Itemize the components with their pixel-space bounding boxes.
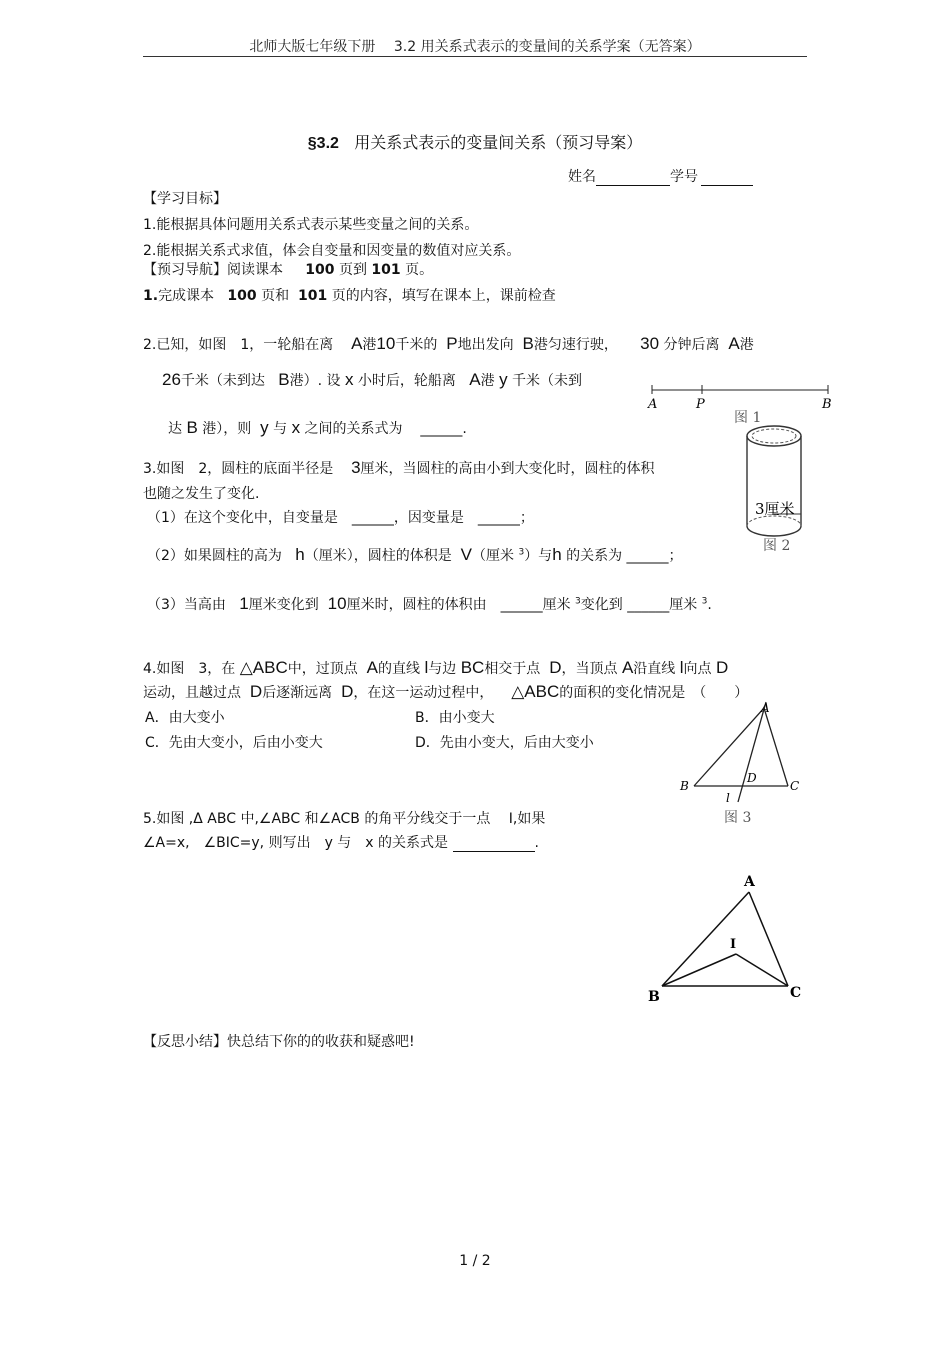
q5-line-2 [143,832,539,852]
q4-var: D [549,658,562,677]
q3-num: 3 [351,458,361,477]
q1-text-c: 页的内容，填写在课本上，课前检查 [331,288,556,304]
fig4-label-b: B [648,989,660,1005]
q4-text: 的直线 [378,661,420,677]
q3-text: 厘米，当圆柱的高由小到大变化时，圆柱的体积 [360,461,655,477]
number-blank[interactable] [701,171,753,186]
q5-line-1: 5.如图 ,Δ ABC 中,∠ABC 和∠ACB 的角平分线交于一点 I,如果 [143,811,546,827]
fig2-radius-label: 3厘米 [755,500,795,518]
q2-var-a: A [728,334,740,353]
q4-var: D [249,682,263,701]
q2-text: 2.已知，如图 1，一轮船在离 [143,337,334,353]
q4-text: 中，过顶点 [287,661,358,677]
q3-text: 厘米变化到 [248,597,319,613]
q4-text: ，当顶点 [561,661,618,677]
bisector-bi [662,954,736,986]
figure-4 [644,866,814,1006]
q4-line-1 [143,658,728,678]
goal-item-2: 2.能根据关系式求值，体会自变量和因变量的数值对应关系。 [143,243,521,259]
q4-option-d[interactable]: D．先由小变大，后由大变小 [415,735,594,751]
q2-text: 港 [480,373,495,389]
q4-text: ，在这一运动过程中， [353,685,494,701]
fig1-label-b: B [822,397,832,412]
name-blank[interactable] [596,171,670,186]
figure-2 [735,418,825,558]
fig4-label-a: A [744,874,755,890]
q4-text: 的面积的变化情况是 （ ） [559,685,749,701]
guide-mid: 页到 [338,262,367,278]
q2-text: 港），则 [202,421,252,437]
q5-text-end: . [534,835,539,851]
q3-exponent: 3 [701,596,708,607]
q4-line-2 [143,682,748,702]
q3-num: 1 [239,594,249,613]
q2-text: 港匀速行驶， [533,337,618,353]
fig3-label-l: l [726,791,730,805]
q2-var-x: x [291,418,301,437]
q4-text: 与边 [428,661,457,677]
q3-var-v: V [460,545,472,564]
line-l [738,702,766,802]
q4-var: D [715,658,729,677]
q4-text: 沿直线 [633,661,676,677]
q2-num: 26 [162,370,181,389]
q2-text: 港 [362,337,377,353]
q2-num: 30 [640,334,660,353]
q2-text: 地出发向 [457,337,514,353]
q3-sub-2 [147,545,683,565]
q4-option-c[interactable]: C．先由大变小，后由小变大 [145,735,323,751]
q3-var-h: h [552,545,562,564]
q4-var: BC [460,658,485,677]
q2-text: 分钟后离 [663,337,720,353]
q4-var: D [341,682,354,701]
q4-var: l [424,658,429,677]
q3-text: . [707,597,712,613]
fig1-label-a: A [648,397,658,412]
q3-exponent: 3 [575,596,581,607]
q2-var-a: A [351,334,363,353]
name-label: 姓名 [568,169,596,185]
q1-text-b: 页和 [261,288,290,304]
fig1-label-p: P [696,397,705,412]
q2-var-y: y [499,370,508,389]
q2-var-b: B [278,370,290,389]
q2-answer-blank[interactable]: ______. [420,421,467,437]
q1-page-1: 100 [227,288,257,304]
q3-text: （3）当高由 [147,597,226,613]
q2-num: 10 [376,334,396,353]
header-rule [143,56,807,57]
q4-option-b[interactable]: B．由小变大 [415,710,495,726]
q3-exponent: 3 [518,547,525,558]
q1-text-a: 完成课本 [158,288,215,304]
q2-text: 千米的 [395,337,438,353]
fig3-label-b: B [680,779,689,793]
q3-line-1 [143,458,655,478]
q1-page-2: 101 [298,288,328,304]
fig1-caption: 图 1 [734,410,762,426]
q2-text: 千米（未到达 [180,373,265,389]
side-ac [749,892,788,986]
q3-text: 3.如图 2，圆柱的底面半径是 [143,461,334,477]
q4-text: 4.如图 3，在 [143,661,236,677]
q4-text: 后逐渐远离 [262,685,333,701]
q4-text: 相交于点 [484,661,541,677]
q3-text: 的关系为 ______； [566,548,683,564]
q3-text: （厘米），圆柱的体积是 [304,548,452,564]
q2-text: 小时后，轮船离 [357,373,456,389]
page-title [0,130,950,153]
running-header: 北师大版七年级下册 3.2 用关系式表示的变量间的关系学案（无答案） [249,39,701,55]
fig4-label-c: C [790,985,802,1001]
fig2-caption: 图 2 [763,538,791,554]
q2-line-2 [162,370,582,390]
name-row [568,166,753,186]
q3-var-h: h [295,545,305,564]
guide-page-end: 101 [371,262,401,278]
q3-text: （2）如果圆柱的高为 [147,548,282,564]
q3-sub-1: （1）在这个变化中，自变量是 ______，因变量是 ______； [147,510,534,526]
goal-item-1: 1.能根据具体问题用关系式表示某些变量之间的关系。 [143,217,479,233]
figure-3 [676,700,806,830]
q4-text: 运动，且越过点 [143,685,241,701]
q4-var: l [679,658,684,677]
bisector-ci [736,954,788,986]
guide-end: 页。 [405,262,434,278]
q5-text: ∠A=x, ∠BIC=y, 则写出 y 与 x 的关系式是 [143,835,449,851]
q5-answer-blank[interactable] [453,837,535,852]
q4-var: A [621,658,634,677]
goals-heading: 【学习目标】 [143,191,227,207]
q2-var-p: P [446,334,458,353]
q3-text: （厘米 [472,548,514,564]
q2-line-1 [143,334,754,354]
title-text: 用关系式表示的变量间关系（预习导案） [354,133,643,152]
q3-num: 10 [327,594,347,613]
guide-page-start: 100 [305,262,335,278]
q3-text: ）与 [524,548,553,564]
q2-var-b: B [522,334,534,353]
q2-text: 千米（未到 [512,373,583,389]
q2-text: 与 [273,421,288,437]
q2-line-3 [168,418,467,438]
q2-text: 港 [739,337,754,353]
q2-var-a: A [469,370,481,389]
section-symbol: §3.2 [307,135,339,152]
q4-text: 向点 [683,661,712,677]
q1-number: 1. [143,288,159,304]
fig3-caption: 图 3 [724,810,752,826]
q2-var-x: x [344,370,354,389]
q3-sub-3 [147,594,712,614]
number-label: 学号 [670,169,698,185]
cylinder-inner-top [752,429,796,443]
q4-triangle: △ABC [239,658,288,677]
q2-var-b: B [186,418,198,437]
q3-text: 厘米时，圆柱的体积由 ______厘米 [346,597,571,613]
q2-text: 之间的关系式为 [304,421,403,437]
guide-heading: 【预习导航】阅读课本 [143,262,283,278]
reflection-heading: 【反思小结】快总结下你的的收获和疑惑吧! [143,1034,415,1050]
question-1 [143,285,556,305]
q3-line-2: 也随之发生了变化. [143,486,260,502]
q4-var: A [366,658,378,677]
q3-text: 变化到 ______厘米 [580,597,698,613]
fig3-label-c: C [790,779,800,793]
side-ac [764,708,788,786]
page-number: 1 / 2 [459,1253,491,1269]
cylinder-bottom [747,526,801,536]
fig3-label-a: A [761,701,770,715]
fig4-label-i: I [730,937,737,952]
q2-var-y: y [260,418,269,437]
q4-triangle: △ABC [511,682,560,701]
q4-option-a[interactable]: A．由大变小 [145,710,225,726]
guide-line [143,259,433,279]
q2-text: 达 [168,421,182,437]
q2-text: 港）. 设 [289,373,341,389]
fig3-label-d: D [747,771,757,785]
